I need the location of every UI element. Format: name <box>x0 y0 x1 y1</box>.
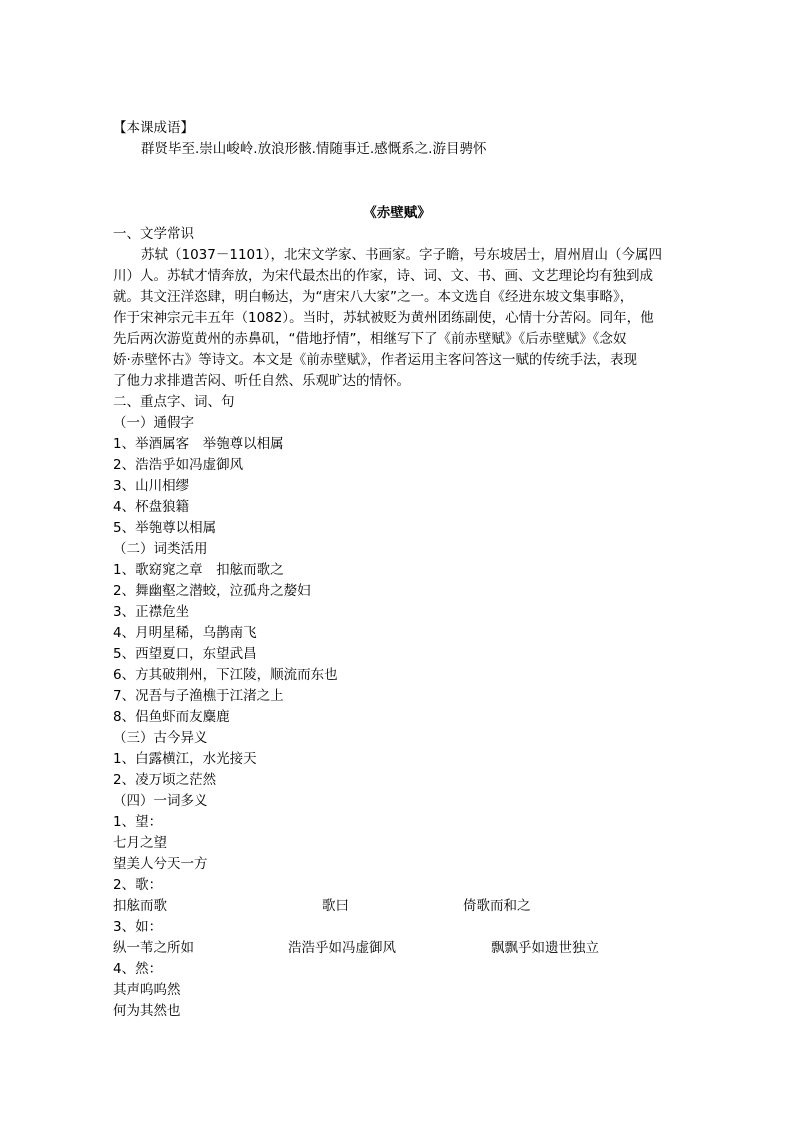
paragraph-line: 川）人。苏轼才情奔放，为宋代最杰出的作家，诗、词、文、书、画、文艺理论均有独到成 <box>113 268 653 284</box>
paragraph-line: 苏轼（1037－1101），北宋文学家、书画家。字子瞻，号东坡居士，眉州眉山（今属四 <box>141 247 662 263</box>
section1-heading: 一、文学常识 <box>113 226 194 242</box>
list-item: 3、正襟危坐 <box>113 604 190 620</box>
list-item: 3、山川相缪 <box>113 478 190 494</box>
example-text: 七月之望 <box>113 835 167 851</box>
example-text: 纵一苇之所如 <box>113 940 194 956</box>
tongjia-heading: （一）通假字 <box>113 415 194 431</box>
example-text: 倚歌而和之 <box>463 898 531 914</box>
article-title: 《赤壁赋》 <box>363 205 431 221</box>
idioms-list: 群贤毕至.崇山峻岭.放浪形骸.情随事迁.感慨系之.游目骋怀 <box>141 141 487 157</box>
idioms-heading: 【本课成语】 <box>113 120 194 136</box>
list-item: 2、凌万顷之茫然 <box>113 772 217 788</box>
word-label: 2、歌： <box>113 877 163 893</box>
literary-knowledge-paragraph <box>113 245 675 392</box>
word-label: 4、然： <box>113 961 163 977</box>
list-item: 5、西望夏口，东望武昌 <box>113 646 257 662</box>
word-label: 1、望： <box>113 814 163 830</box>
paragraph-line: 娇·赤壁怀古》等诗文。本文是《前赤壁赋》，作者运用主客问答这一赋的传统手法，表现 <box>113 352 638 368</box>
example-text: 浩浩乎如冯虚御风 <box>288 940 396 956</box>
list-item: 8、侣鱼虾而友麋鹿 <box>113 709 230 725</box>
example-text: 何为其然也 <box>113 1003 181 1019</box>
example-text: 歌曰 <box>322 898 349 914</box>
example-text: 飘飘乎如遗世独立 <box>491 940 599 956</box>
list-item: 6、方其破荆州，下江陵，顺流而东也 <box>113 667 338 683</box>
list-item: 1、歌窈窕之章 扣舷而歌之 <box>113 562 284 578</box>
list-item: 5、举匏尊以相属 <box>113 520 217 536</box>
list-item: 4、月明星稀，乌鹊南飞 <box>113 625 257 641</box>
paragraph-line: 作于宋神宗元丰五年（1082）。当时，苏轼被贬为黄州团练副使，心情十分苦闷。同年，他 <box>113 310 654 326</box>
word-label: 3、如： <box>113 919 163 935</box>
list-item: 1、举酒属客 举匏尊以相属 <box>113 436 284 452</box>
list-item: 2、浩浩乎如冯虚御风 <box>113 457 244 473</box>
example-text: 其声呜呜然 <box>113 982 181 998</box>
section2-heading: 二、重点字、词、句 <box>113 394 235 410</box>
gujin-heading: （三）古今异义 <box>113 730 208 746</box>
list-item: 7、况吾与子渔樵于江渚之上 <box>113 688 284 704</box>
cilei-heading: （二）词类活用 <box>113 541 208 557</box>
paragraph-line: 了他力求排遣苦闷、听任自然、乐观旷达的情怀。 <box>113 373 410 389</box>
paragraph-line: 就。其文汪洋恣肆，明白畅达，为“唐宋八大家”之一。本文选自《经进东坡文集事略》， <box>113 289 634 305</box>
yici-heading: （四）一词多义 <box>113 793 208 809</box>
list-item: 4、杯盘狼籍 <box>113 499 190 515</box>
list-item: 1、白露横江，水光接天 <box>113 751 257 767</box>
paragraph-line: 先后两次游览黄州的赤鼻矶，“借地抒情”，相继写下了《前赤壁赋》《后赤壁赋》《念奴 <box>113 331 627 347</box>
list-item: 2、舞幽壑之潜蛟，泣孤舟之嫠妇 <box>113 583 311 599</box>
example-text: 望美人兮天一方 <box>113 856 208 872</box>
example-text: 扣舷而歌 <box>113 898 167 914</box>
